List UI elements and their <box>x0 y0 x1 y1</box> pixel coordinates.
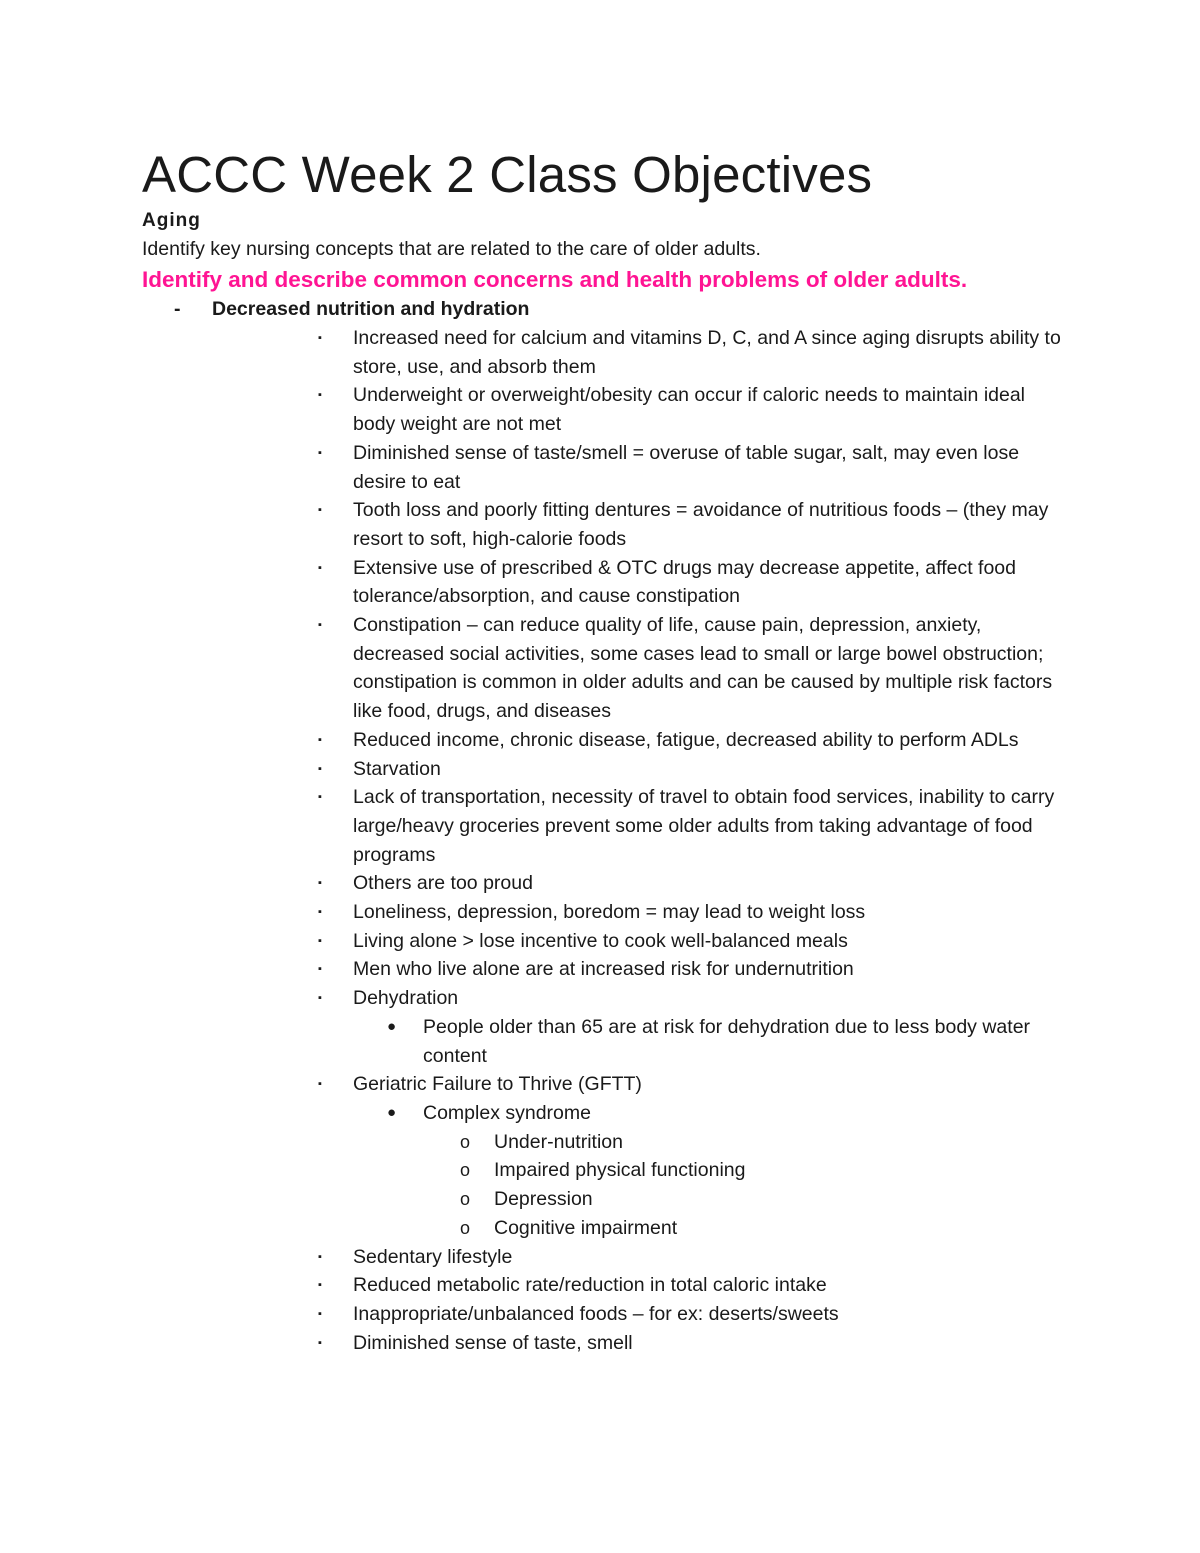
list-item <box>142 726 1072 755</box>
list-item <box>142 869 1072 898</box>
square-bullet-icon: ▪ <box>318 762 322 775</box>
list-item-text: People older than 65 are at risk for dehydration due to less body water content <box>423 1015 1031 1067</box>
list-item-text: Tooth loss and poorly fitting dentures = avoidance of nutritious foods – (they may resort to soft, high-calorie foods <box>353 499 1049 550</box>
circle-bullet-icon: o <box>460 1217 471 1238</box>
list-item <box>142 1013 1072 1070</box>
square-bullet-icon: ▪ <box>318 963 322 976</box>
square-bullet-icon: ▪ <box>318 733 322 746</box>
list-item <box>142 1329 1072 1358</box>
list-item-text: Reduced metabolic rate/reduction in total caloric intake <box>353 1274 827 1297</box>
square-bullet-icon: ▪ <box>318 1279 322 1292</box>
dot-bullet-icon: ● <box>387 1103 397 1121</box>
list-item <box>142 554 1072 611</box>
dash-marker: - <box>174 298 181 320</box>
list-item-text: Under-nutrition <box>494 1130 623 1153</box>
list-item-text: Diminished sense of taste/smell = overuse of table sugar, salt, may even lose desire to eat <box>353 441 1020 493</box>
list-item <box>142 1070 1072 1099</box>
list-item-text: Diminished sense of taste, smell <box>353 1331 633 1354</box>
list-item <box>142 1271 1072 1300</box>
square-bullet-icon: ▪ <box>318 389 322 402</box>
square-bullet-icon: ▪ <box>318 619 322 632</box>
circle-bullet-icon: o <box>460 1160 471 1181</box>
list-item-text: Extensive use of prescribed & OTC drugs may decrease appetite, affect food tolerance/absorption, and cause constipation <box>353 556 1016 608</box>
square-bullet-icon: ▪ <box>318 877 322 890</box>
list-item-text: Increased need for calcium and vitamins D, C, and A since aging disrupts ability to store, use, and absorb them <box>353 327 1061 378</box>
list-item <box>142 1185 1072 1214</box>
list-item <box>142 1300 1072 1329</box>
list-item <box>142 381 1072 438</box>
list-item <box>142 324 1072 381</box>
list-item-text: Sedentary lifestyle <box>353 1245 513 1268</box>
list-item <box>142 755 1072 784</box>
square-bullet-icon: ▪ <box>318 561 322 574</box>
list-item-text: Cognitive impairment <box>494 1216 678 1239</box>
list-item <box>142 898 1072 927</box>
square-bullet-icon: ▪ <box>318 934 322 947</box>
circle-bullet-icon: o <box>460 1131 471 1152</box>
list-item <box>142 611 1072 726</box>
list-item-text: Reduced income, chronic disease, fatigue, decreased ability to perform ADLs <box>353 728 1019 751</box>
list-item <box>142 1214 1072 1243</box>
square-bullet-icon: ▪ <box>318 1336 322 1349</box>
list-item-text: Impaired physical functioning <box>494 1159 746 1182</box>
list-item-text: Geriatric Failure to Thrive (GFTT) <box>353 1073 642 1096</box>
list-item <box>142 783 1072 869</box>
objective-text: Identify key nursing concepts that are related to the care of older adults. <box>142 238 761 260</box>
square-bullet-icon: ▪ <box>318 1078 322 1091</box>
square-bullet-icon: ▪ <box>318 906 322 919</box>
topic-label: Decreased nutrition and hydration <box>212 298 530 320</box>
square-bullet-icon: ▪ <box>318 446 322 459</box>
list-item-text: Men who live alone are at increased risk for undernutrition <box>353 958 854 981</box>
list-item-text: Depression <box>494 1188 593 1211</box>
list-item-text: Constipation – can reduce quality of life, cause pain, depression, anxiety, decreased social activities, some cases lead to small or large bowel obstruction; constipation is common in older adults and can be caused by multiple risk factors like food, drugs, and diseases <box>353 614 1053 723</box>
dot-bullet-icon: ● <box>387 1017 397 1035</box>
list-item <box>142 984 1072 1013</box>
list-item-text: Lack of transportation, necessity of travel to obtain food services, inability to carry large/heavy groceries prevent some older adults from taking advantage of food programs <box>353 786 1055 866</box>
list-item <box>142 1243 1072 1272</box>
section-heading: Aging <box>142 210 201 231</box>
topic-heading <box>142 295 1072 324</box>
list-item-text: Underweight or overweight/obesity can occur if caloric needs to maintain ideal body weight are not met <box>353 384 1026 436</box>
circle-bullet-icon: o <box>460 1189 471 1210</box>
list-item <box>142 1156 1072 1185</box>
square-bullet-icon: ▪ <box>318 1250 322 1263</box>
square-bullet-icon: ▪ <box>318 992 322 1005</box>
document-content <box>142 143 1072 1357</box>
list-item-text: Starvation <box>353 757 441 780</box>
list-item-text: Inappropriate/unbalanced foods – for ex: deserts/sweets <box>353 1302 839 1325</box>
square-bullet-icon: ▪ <box>318 791 322 804</box>
list-item-text: Dehydration <box>353 987 459 1010</box>
highlighted-objective: Identify and describe common concerns and health problems of older adults. <box>142 267 968 292</box>
list-item-text: Living alone > lose incentive to cook well-balanced meals <box>353 929 848 952</box>
page-title: ACCC Week 2 Class Objectives <box>142 146 873 203</box>
list-item-text: Complex syndrome <box>423 1101 591 1124</box>
list-item <box>142 1128 1072 1157</box>
list-item <box>142 927 1072 956</box>
list-item <box>142 1099 1072 1128</box>
square-bullet-icon: ▪ <box>318 1307 322 1320</box>
square-bullet-icon: ▪ <box>318 504 322 517</box>
list-item-text: Loneliness, depression, boredom = may lead to weight loss <box>353 901 866 924</box>
list-item <box>142 496 1072 553</box>
list-item-text: Others are too proud <box>353 872 533 895</box>
list-item <box>142 955 1072 984</box>
bullet-list <box>142 324 1072 1357</box>
list-item <box>142 439 1072 496</box>
square-bullet-icon: ▪ <box>318 332 322 344</box>
